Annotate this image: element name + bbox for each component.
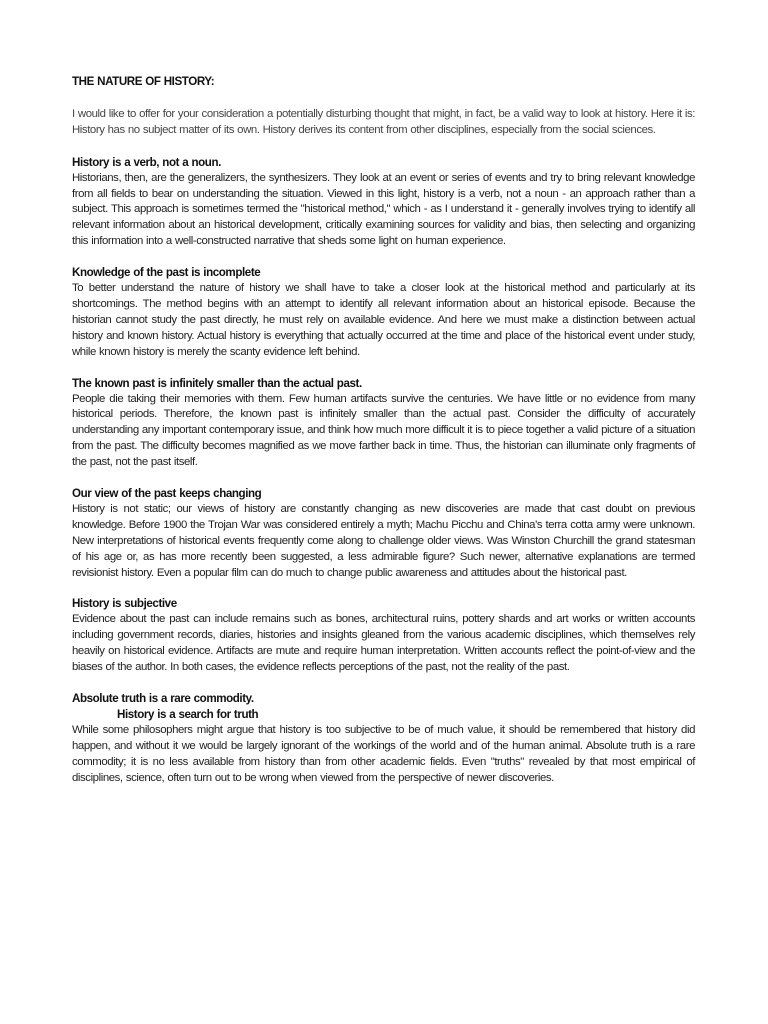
section-heading: History is subjective xyxy=(72,597,177,611)
section-absolute-truth xyxy=(72,691,695,786)
section-view-keeps-changing xyxy=(72,486,695,581)
section-history-is-a-verb xyxy=(72,155,695,250)
section-heading: Absolute truth is a rare commodity. xyxy=(72,692,254,705)
section-body: History is not static; our views of history are constantly changing as new discoveries are made that cast doubt on previous knowledge. Before 1900 the Trojan War was considered entirely a myth; Machu Picchu and China's terra cotta army were unknown. New interpretations of historical events frequently come along to challenge older views. Was Winston Churchill the grand statesman of his age or, as has more recently been suggested, a less admirable figure? Such newer, alternative explanations are termed revisionist history. Even a popular film can do much to change public awareness and attitudes about the historical past. xyxy=(72,502,695,579)
section-history-subjective xyxy=(72,596,695,676)
section-body: Evidence about the past can include remains such as bones, architectural ruins, pottery shards and art works or written accounts including government records, diaries, histories and insights gleaned from the various academic disciplines, which themselves rely heavily on historical evidence. Artifacts are mute and require human interpretation. Written accounts reflect the point-of-view and the biases of the author. In both cases, the evidence reflects perceptions of the past, not the reality of the past. xyxy=(72,613,695,674)
document-title: THE NATURE OF HISTORY: xyxy=(72,75,215,88)
section-subheading: History is a search for truth xyxy=(117,707,259,721)
section-heading: Our view of the past keeps changing xyxy=(72,487,262,501)
section-body: People die taking their memories with them. Few human artifacts survive the centuries. We have little or no evidence from many historical periods. Therefore, the known past is infinitely smaller than the actual past. Consider the difficulty of accurately understanding any important contemporary issue, and think how much more difficult it is to piece together a valid picture of a situation from the past. The difficulty becomes magnified as we move farther back in time. Thus, the historian can illuminate only fragments of the past, not the past itself. xyxy=(72,392,695,469)
section-body: While some philosophers might argue that history is too subjective to be of much value, it should be remembered that history did happen, and without it we would be largely ignorant of the workings of the world and of the human animal. Absolute truth is a rare commodity; it is no less available from history than from other academic fields. Even "truths" revealed by that most empirical of disciplines, science, often turn out to be wrong when viewed from the perspective of newer discoveries. xyxy=(72,723,695,784)
section-body: Historians, then, are the generalizers, the synthesizers. They look at an event or series of events and try to bring relevant knowledge from all fields to bear on understanding the situation. Viewed in this light, history is a verb, not a noun - an approach rather than a subject. This approach is sometimes termed the "historical method," which - as I understand it - generally involves trying to identify all relevant information about an historical development, critically examining sources for validity and bias, then selecting and organizing this information into a well-constructed narrative that sheds some light on human experience. xyxy=(72,171,695,248)
section-heading: History is a verb, not a noun. xyxy=(72,155,221,169)
section-knowledge-incomplete xyxy=(72,265,695,360)
section-known-past-smaller xyxy=(72,376,695,471)
document-page xyxy=(72,74,695,801)
section-body: To better understand the nature of history we shall have to take a closer look at the historical method and particularly at its shortcomings. The method begins with an attempt to identify all relevant information about an historical episode. Because the historian cannot study the past directly, he must rely on available evidence. And here we must make a distinction between actual history and known history. Actual history is everything that actually occurred at the time and place of the historical event under study, while known history is merely the scanty evidence left behind. xyxy=(72,282,695,358)
section-heading: Knowledge of the past is incomplete xyxy=(72,266,261,280)
intro-paragraph: I would like to offer for your consideration a potentially disturbing thought that might, in fact, be a valid way to look at history. Here it is: History has no subject matter of its own. History derives its content from other disciplines, especially from the social sciences. xyxy=(72,107,695,136)
section-heading: The known past is infinitely smaller than the actual past. xyxy=(72,376,362,390)
